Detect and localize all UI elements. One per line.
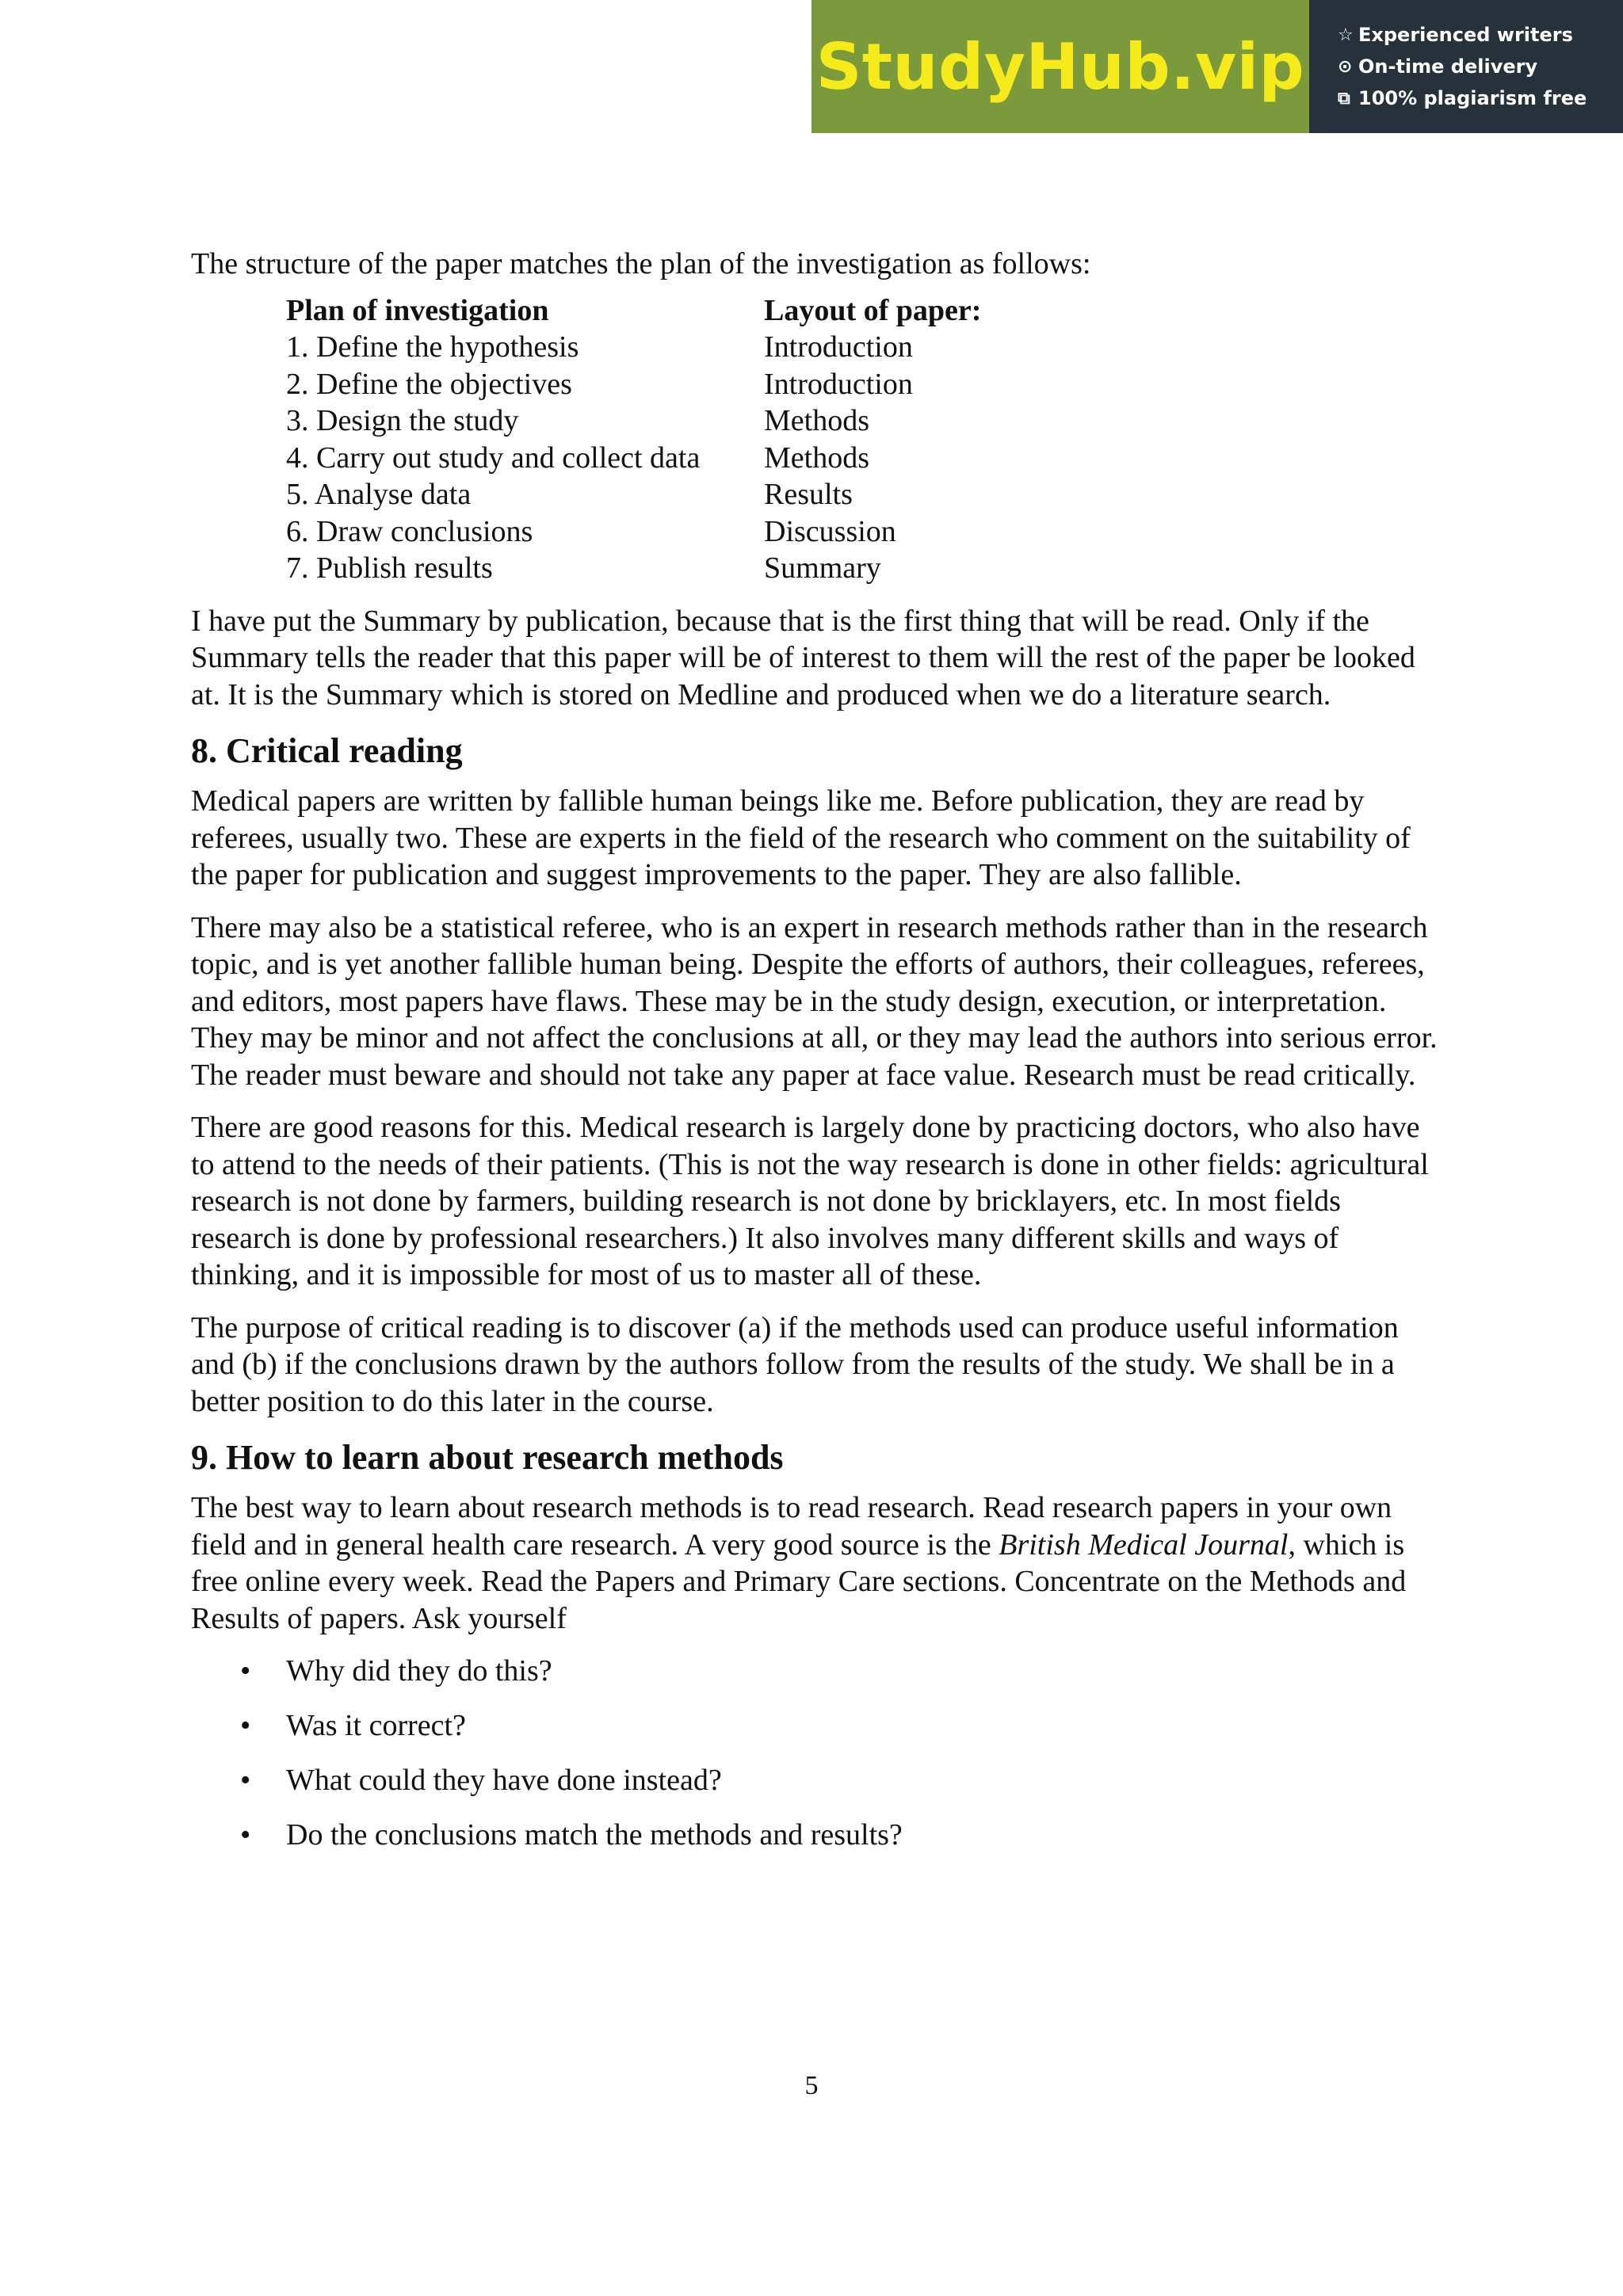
table-cell-layout: Discussion	[764, 514, 896, 548]
claim-experienced-writers	[1338, 19, 1623, 51]
star-icon: ☆	[1338, 25, 1354, 45]
question-list	[191, 1653, 1443, 1871]
table-row	[286, 366, 981, 403]
plan-layout-table	[286, 292, 981, 587]
bullet-icon: •	[240, 1764, 251, 1797]
table-cell-layout: Introduction	[764, 330, 913, 364]
table-cell-plan: 3. Design the study	[286, 404, 519, 437]
paragraph: There may also be a statistical referee, who is an expert in research methods rather than in the research topic, and is yet another fallible human being. Despite the efforts of authors, their colleagues, referees, and editors, most papers have flaws. These may be in the study design, execution, or interpretation. They may be minor and not affect the conclusions at all, or they may lead the authors into serious error. The reader must beware and should not take any paper at face value. Research must be read critically.	[191, 910, 1438, 1092]
list-item	[191, 1707, 1443, 1762]
list-item-text: Why did they do this?	[286, 1654, 552, 1688]
list-item	[191, 1817, 1443, 1871]
document-body	[191, 246, 1443, 1871]
claim-on-time-delivery	[1338, 51, 1623, 82]
table-cell-layout: Methods	[764, 404, 869, 437]
table-cell-layout: Results	[764, 478, 853, 511]
list-item-text: What could they have done instead?	[286, 1764, 722, 1797]
claim-plagiarism-free	[1338, 82, 1623, 114]
list-item-text: Do the conclusions match the methods and results?	[286, 1818, 903, 1852]
table-cell-plan: 5. Analyse data	[286, 478, 472, 511]
paragraph: The purpose of critical reading is to discover (a) if the methods used can produce useful information and (b) if the conclusions drawn by the authors follow from the results of the study. We shall be in a better position to do this later in the course.	[191, 1310, 1399, 1418]
table-cell-plan: 7. Publish results	[286, 551, 493, 585]
text-run: , which is free online every week. Read the Papers and Primary Care sections. Concentrate on the Methods and Results of papers. Ask yourself	[191, 1527, 1407, 1635]
table-row	[286, 513, 981, 551]
promo-banner[interactable]	[812, 0, 1623, 133]
bullet-icon: •	[240, 1654, 251, 1688]
summary-paragraph: I have put the Summary by publication, because that is the first thing that will be read. Only if the Summary tells the reader that this paper will be of interest to them will the rest of the paper be looked at. It is the Summary which is stored on Medline and produced when we do a literature search.	[191, 604, 1415, 711]
copy-icon: ⧉	[1338, 88, 1350, 109]
intro-paragraph: The structure of the paper matches the plan of the investigation as follows:	[191, 247, 1091, 280]
column-header-layout: Layout of paper:	[764, 293, 982, 327]
journal-title: British Medical Journal	[999, 1527, 1289, 1562]
column-header-plan: Plan of investigation	[286, 293, 549, 327]
list-item	[191, 1653, 1443, 1707]
table-cell-plan: 2. Define the objectives	[286, 367, 572, 401]
list-item	[191, 1762, 1443, 1817]
table-cell-layout: Introduction	[764, 367, 913, 401]
section-heading-research-methods: 9. How to learn about research methods	[191, 1438, 784, 1477]
list-item-text: Was it correct?	[286, 1709, 466, 1742]
paragraph: Medical papers are written by fallible human beings like me. Before publication, they are read by referees, usually two. These are experts in the field of the research who comment on the suitability of the paper for publication and suggest improvements to the paper. They are also fallible.	[191, 784, 1411, 891]
claim-label: 100% plagiarism free	[1358, 87, 1587, 109]
section-heading-critical-reading: 8. Critical reading	[191, 731, 463, 770]
table-row	[286, 550, 981, 587]
banner-claims	[1309, 0, 1623, 133]
brand-logo-panel[interactable]	[812, 0, 1309, 133]
paragraph	[191, 1489, 1443, 1637]
table-row	[286, 329, 981, 366]
table-cell-layout: Methods	[764, 441, 869, 475]
paragraph: There are good reasons for this. Medical research is largely done by practicing doctors, who also have to attend to the needs of their patients. (This is not the way research is done in other fields: agricultural research is not done by farmers, building research is not done by bricklayers, etc. In most fields research is done by professional researchers.) It also involves many different skills and ways of thinking, and it is impossible for most of us to master all of these.	[191, 1111, 1429, 1291]
bullet-icon: •	[240, 1709, 251, 1742]
table-cell-plan: 1. Define the hypothesis	[286, 330, 579, 364]
page-number: 5	[804, 2071, 819, 2100]
table-cell-layout: Summary	[764, 551, 881, 585]
brand-name: StudyHub.vip	[815, 29, 1305, 104]
text-run: The best way to learn about research methods is to read research. Read research papers in your own field and in general health care research. A very good source is the	[191, 1491, 1392, 1562]
claim-label: Experienced writers	[1358, 24, 1573, 46]
table-cell-plan: 6. Draw conclusions	[286, 514, 533, 548]
table-row	[286, 440, 981, 477]
table-header-row	[286, 292, 981, 330]
table-cell-plan: 4. Carry out study and collect data	[286, 441, 701, 475]
clock-icon: ⊙	[1338, 56, 1353, 77]
bullet-icon: •	[240, 1818, 251, 1852]
claim-label: On-time delivery	[1358, 55, 1538, 78]
table-row	[286, 402, 981, 440]
table-row	[286, 476, 981, 513]
